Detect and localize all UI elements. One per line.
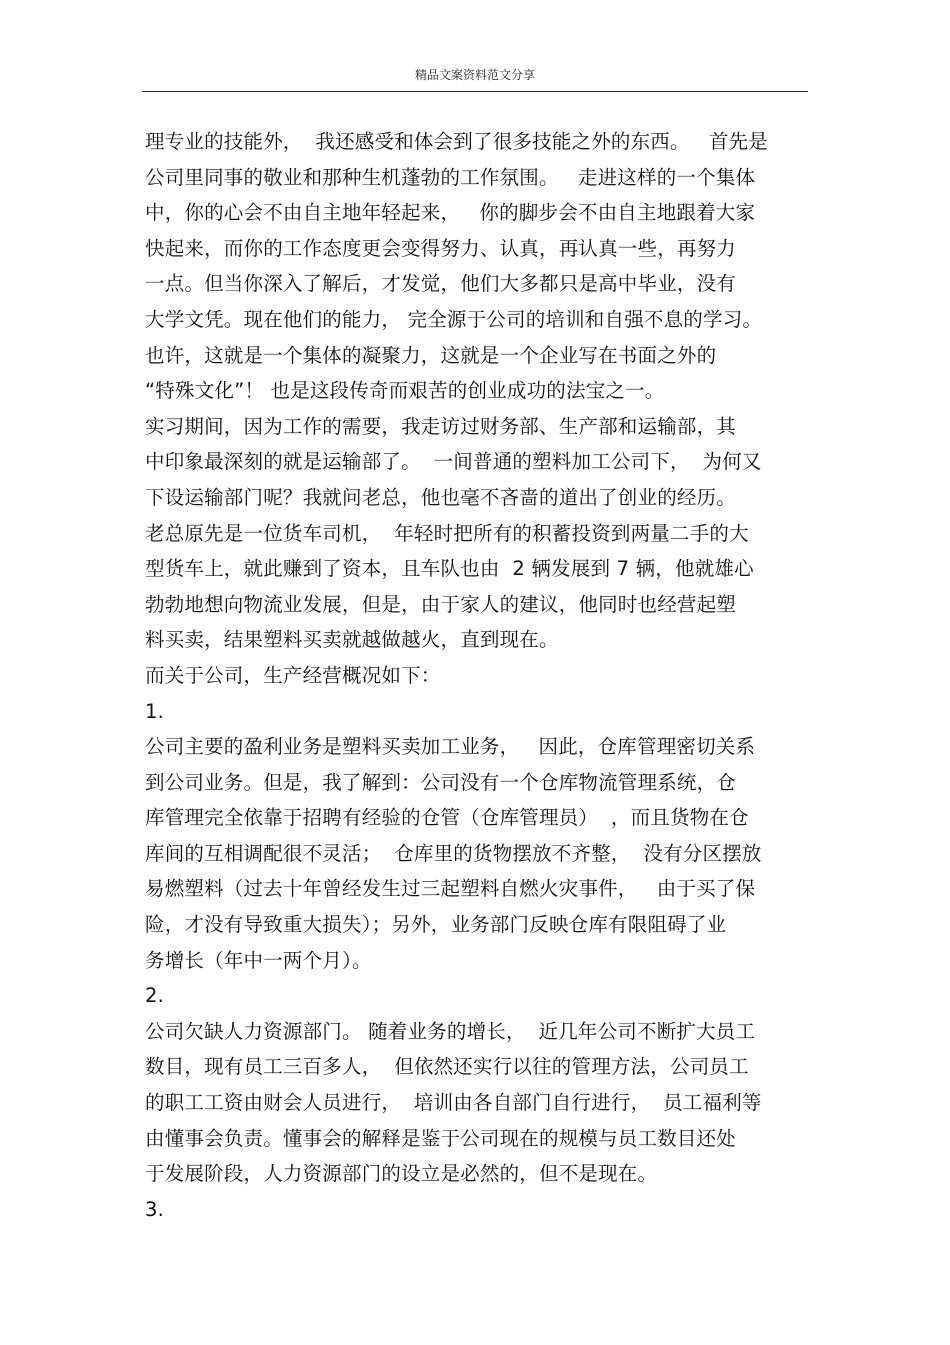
text-line: 到公司业务。但是，我了解到：公司没有一个仓库物流管理系统，仓 [145, 770, 737, 794]
text-line: 库间的互相调配很不灵活； 仓库里的货物摆放不齐整， 没有分区摆放 [145, 841, 762, 865]
text-line: 理专业的技能外， 我还感受和体会到了很多技能之外的东西。 首先是 [145, 130, 768, 153]
text-line: 务增长（年中一两个月）。 [145, 948, 372, 972]
text-line: 库管理完全依靠于招聘有经验的仓管（仓库管理员） ，而且货物在仓 [145, 806, 749, 830]
header-divider [142, 91, 808, 92]
text-line: 险，才没有导致重大损失）；另外，业务部门反映仓库有限阻碍了业 [145, 913, 727, 937]
text-line: 型货车上，就此赚到了资本，且车队也由 2 辆发展到 7 辆，他就雄心 [145, 557, 754, 581]
text-line: 勃勃地想向物流业发展，但是，由于家人的建议，他同时也经营起塑 [145, 592, 737, 616]
text-line: 而关于公司，生产经营概况如下： [145, 663, 441, 687]
text-line: 的职工工资由财会人员进行， 培训由各自部门自行进行， 员工福利等 [145, 1091, 762, 1115]
text-line: 易燃塑料（过去十年曾经发生过三起塑料自燃火灾事件， 由于买了保 [145, 877, 756, 901]
text-line: 数目，现有员工三百多人， 但依然还实行以往的管理方法，公司员工 [145, 1055, 749, 1079]
page-header: 精品文案资料范文分享 [414, 68, 535, 82]
text-line: 公司欠缺人力资源部门。 随着业务的增长， 近几年公司不断扩大员工 [145, 1019, 756, 1043]
text-line: 中，你的心会不由自主地年轻起来， 你的脚步会不由自主地跟着大家 [145, 201, 756, 225]
text-line: 料买卖，结果塑料买卖就越做越火，直到现在。 [145, 628, 559, 652]
list-number: 2. [145, 984, 165, 1008]
text-line: 也许，这就是一个集体的凝聚力，这就是一个企业写在书面之外的 [145, 343, 717, 367]
document-body [145, 124, 815, 1227]
list-number: 3. [145, 1197, 165, 1221]
text-line: 快起来，而你的工作态度更会变得努力、认真，再认真一些，再努力 [145, 236, 737, 260]
text-line: 大学文凭。现在他们的能力， 完全源于公司的培训和自强不息的学习。 [145, 307, 763, 331]
text-line: 一点。但当你深入了解后，才发觉，他们大多都只是高中毕业，没有 [145, 272, 737, 296]
text-line: 由懂事会负责。懂事会的解释是鉴于公司现在的规模与员工数目还处 [145, 1126, 737, 1150]
text-line: 公司里同事的敬业和那种生机蓬勃的工作氛围。 走进这样的一个集体 [145, 165, 756, 189]
text-line: “特殊文化”！ 也是这段传奇而艰苦的创业成功的法宝之一。 [145, 379, 665, 403]
list-number: 1. [145, 699, 165, 723]
text-line: 老总原先是一位货车司机， 年轻时把所有的积蓄投资到两量二手的大 [145, 521, 749, 545]
text-line: 实习期间，因为工作的需要，我走访过财务部、生产部和运输部，其 [145, 414, 737, 438]
text-line: 于发展阶段，人力资源部门的设立是必然的，但不是现在。 [145, 1162, 658, 1186]
text-line: 中印象最深刻的就是运输部了。 一间普通的塑料加工公司下， 为何又 [145, 450, 762, 474]
text-line: 下设运输部门呢？我就问老总，他也毫不吝啬的道出了创业的经历。 [145, 485, 737, 509]
text-line: 公司主要的盈利业务是塑料买卖加工业务， 因此，仓库管理密切关系 [145, 735, 756, 759]
